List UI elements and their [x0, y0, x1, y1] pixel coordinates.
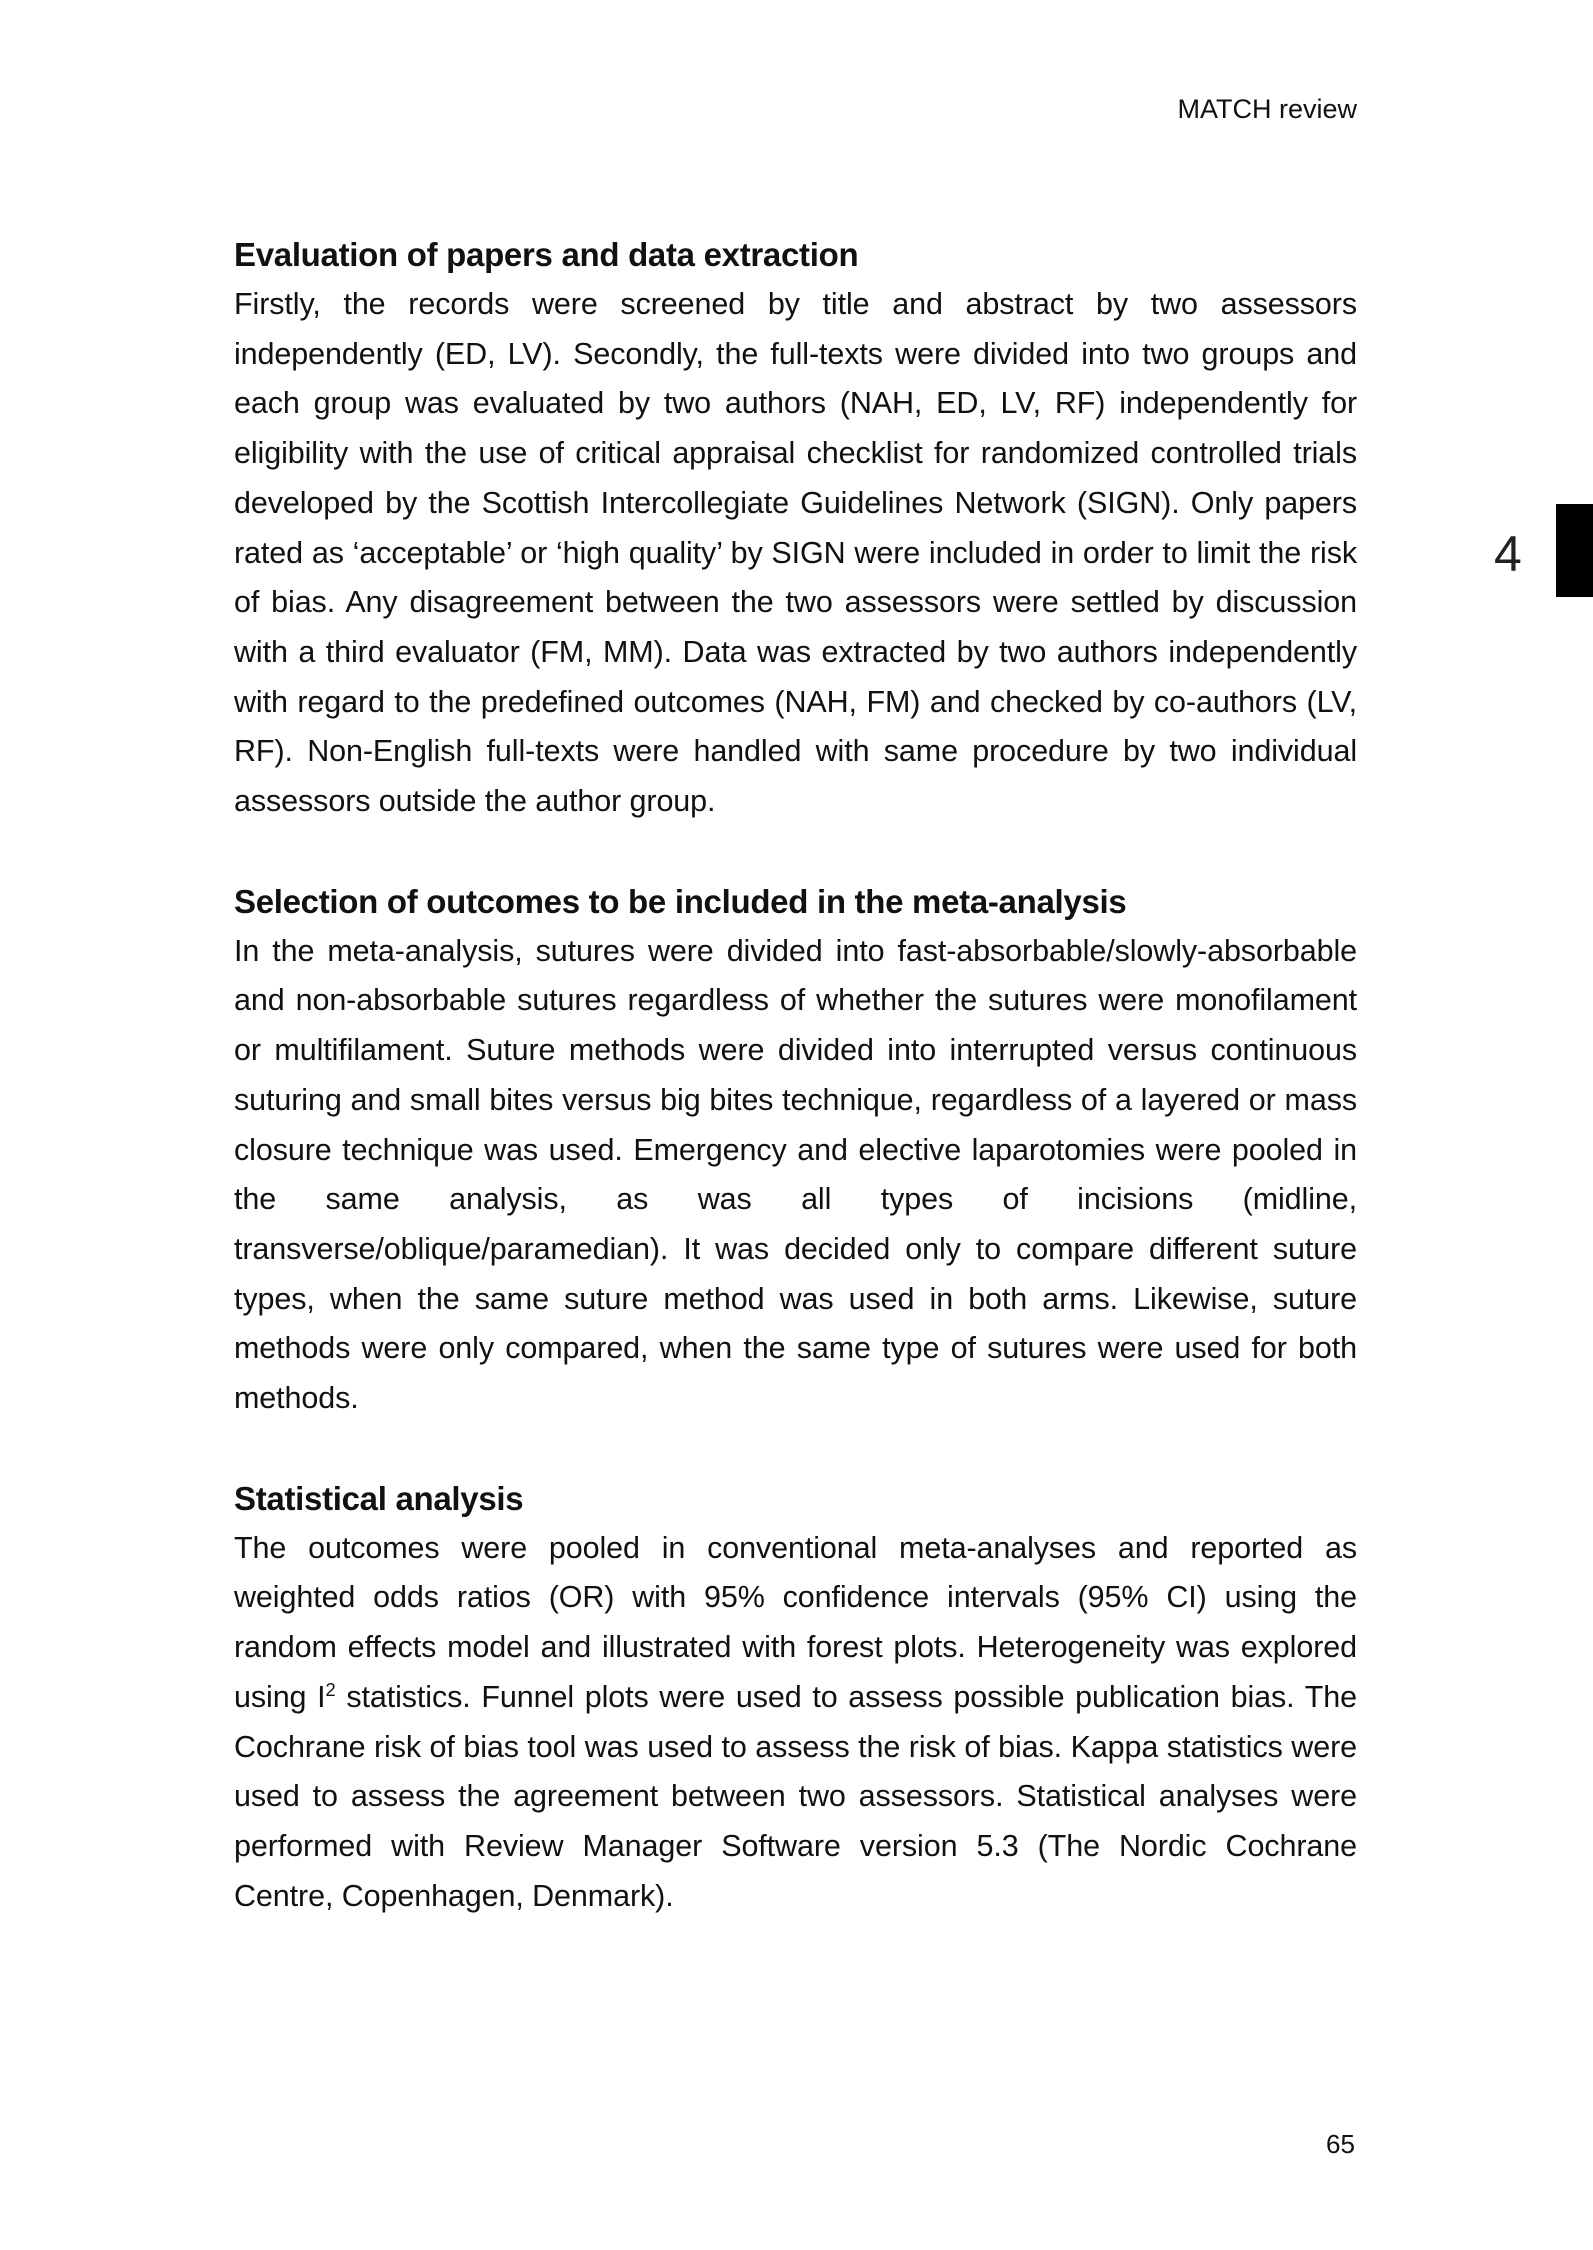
section-paragraph: In the meta-analysis, sutures were divided into fast-absorbable/slowly-absorbable and non-absorbable sutures regardless of whether the sutures were monofilament or multifilament. Suture methods were divided into interrupted versus continuous suturing and small bites versus big bites technique, regardless of a layered or mass closure technique was used. Emergency and elective laparotomies were pooled in the same analysis, as was all types of incisions (midline, transverse/oblique/paramedian). It was decided only to compare different suture types, when the same suture method was used in both arms. Likewise, suture methods were only compared, when the same type of sutures were used for both methods. — [234, 933, 1357, 1416]
section-paragraph: Firstly, the records were screened by title and abstract by two assessors independently (ED, LV). Secondly, the full-texts were divided into two groups and each group was evaluated by two authors (NAH, ED, LV, RF) independently for eligibility with the use of critical appraisal checklist for randomized controlled trials developed by the Scottish Intercollegiate Guidelines Network (SIGN). Only papers rated as ‘acceptable’ or ‘high quality’ by SIGN were included in order to limit the risk of bias. Any disagreement between the two assessors were settled by discussion with a third evaluator (FM, MM). Data was extracted by two authors independently with regard to the predefined outcomes (NAH, FM) and checked by co-authors (LV, RF). Non-English full-texts were handled with same procedure by two individual assessors outside the author group. — [234, 287, 1357, 819]
running-header: MATCH review — [1177, 94, 1357, 124]
chapter-thumb-tab — [1556, 504, 1593, 597]
paragraph-text: statistics. Funnel plots were used to assess possible publication bias. The Cochrane risk of bias tool was used to assess the risk of bias. Kappa statistics were used to assess the agreement between two assessors. Statistical analyses were performed with Review Manager Software version 5.3 (The Nordic Cochrane Centre, Copenhagen, Denmark). — [234, 1679, 1357, 1913]
section-statistical-analysis — [234, 1474, 1357, 1922]
section-heading: Statistical analysis — [234, 1479, 524, 1517]
section-paragraph — [234, 1524, 1357, 1922]
chapter-number: 4 — [1494, 526, 1522, 582]
section-heading: Evaluation of papers and data extraction — [234, 236, 859, 273]
superscript: 2 — [325, 1678, 336, 1700]
section-heading: Selection of outcomes to be included in the meta-analysis — [234, 882, 1127, 920]
section-outcome-selection — [234, 877, 1357, 1424]
body-column — [234, 230, 1357, 1971]
section-evaluation — [234, 230, 1357, 827]
paragraph-text: The outcomes were pooled in conventional meta-analyses and reported as weighted odds ratios (OR) with 95% confidence intervals (95% CI) using the random effects model and illustrated with forest plots. Heterogeneity was explored using I — [234, 1530, 1357, 1714]
page-number: 65 — [1326, 2129, 1355, 2159]
